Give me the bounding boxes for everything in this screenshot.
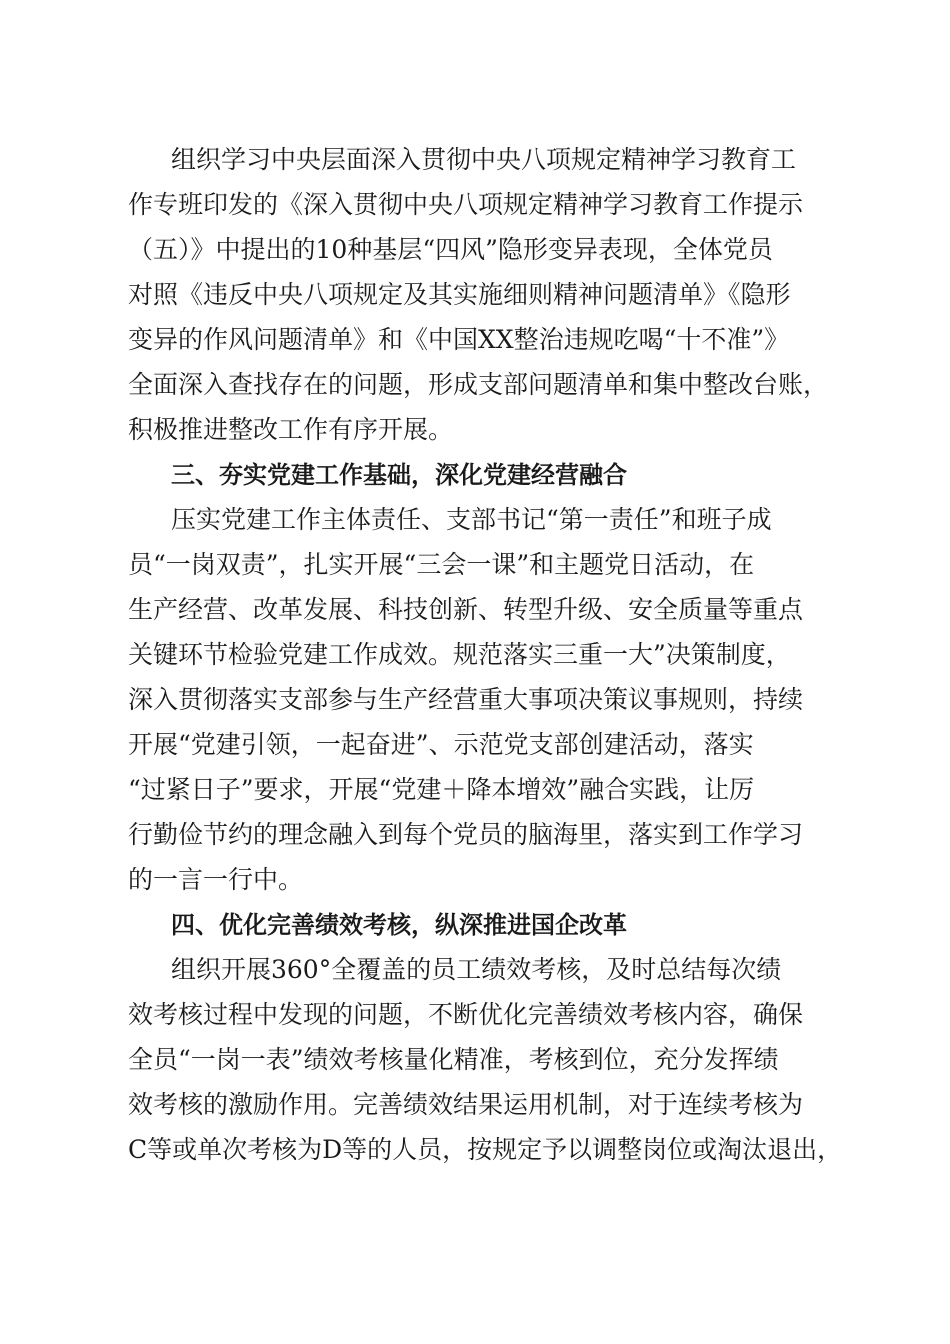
paragraph-line: 的一言一行中。 [128, 865, 304, 894]
paragraph-line: 效考核的激励作用。完善绩效结果运用机制，对于连续考核为 [128, 1090, 804, 1119]
paragraph-line: 全员“一岗一表”绩效考核量化精准，考核到位，充分发挥绩 [128, 1045, 779, 1074]
paragraph-line: 关键环节检验党建工作成效。规范落实三重一大”决策制度， [128, 640, 791, 669]
paragraph-line: （五）》中提出的10种基层“四风”隐形变异表现，全体党员 [128, 235, 773, 264]
section-heading: 四、优化完善绩效考核，纵深推进国企改革 [171, 911, 627, 939]
paragraph-line: 压实党建工作主体责任、支部书记“第一责任”和班子成 [171, 505, 772, 534]
section-heading: 三、夯实党建工作基础，深化党建经营融合 [171, 461, 627, 489]
paragraph-line: 组织开展360°全覆盖的员工绩效考核，及时总结每次绩 [171, 955, 782, 984]
paragraph-line: 变异的作风问题清单》和《中国XX整治违规吃喝“十不准”》 [128, 325, 790, 354]
paragraph-line: 作专班印发的《深入贯彻中央八项规定精神学习教育工作提示 [128, 190, 804, 219]
paragraph-line: 全面深入查找存在的问题，形成支部问题清单和集中整改台账， [128, 370, 829, 399]
paragraph-line: 效考核过程中发现的问题，不断优化完善绩效考核内容，确保 [128, 1000, 804, 1029]
paragraph-line: 组织学习中央层面深入贯彻中央八项规定精神学习教育工 [171, 145, 797, 174]
paragraph-line: “过紧日子”要求，开展“党建＋降本增效”融合实践，让厉 [128, 775, 755, 804]
paragraph-line: 深入贯彻落实支部参与生产经营重大事项决策议事规则，持续 [128, 685, 804, 714]
paragraph-line: C等或单次考核为D等的人员，按规定予以调整岗位或淘汰退出， [128, 1135, 843, 1164]
paragraph-line: 行勤俭节约的理念融入到每个党员的脑海里，落实到工作学习 [128, 820, 804, 849]
paragraph-line: 生产经营、改革发展、科技创新、转型升级、安全质量等重点 [128, 595, 804, 624]
paragraph-line: 对照《违反中央八项规定及其实施细则精神问题清单》《隐形 [128, 280, 791, 309]
paragraph-line: 开展“党建引领，一起奋进”、示范党支部创建活动，落实 [128, 730, 754, 759]
paragraph-line: 积极推进整改工作有序开展。 [128, 415, 454, 444]
paragraph-line: 员“一岗双责”，扎实开展“三会一课”和主题党日活动，在 [128, 550, 755, 579]
